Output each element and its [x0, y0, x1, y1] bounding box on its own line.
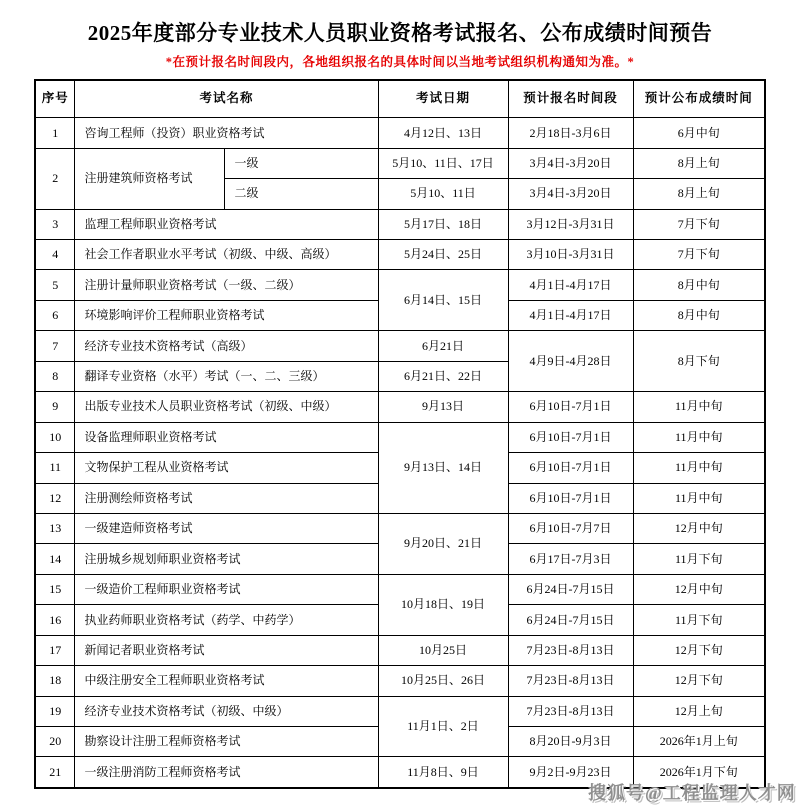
table-cell: 社会工作者职业水平考试（初级、中级、高级） — [75, 240, 378, 270]
table-cell: 8月中旬 — [633, 270, 765, 300]
table-cell: 7 — [35, 331, 75, 361]
table-cell: 勘察设计注册工程师资格考试 — [75, 727, 378, 757]
table-cell: 10月25日、26日 — [378, 666, 508, 696]
table-cell: 11 — [35, 453, 75, 483]
column-header: 序号 — [35, 80, 75, 118]
table-cell: 12月上旬 — [633, 696, 765, 726]
table-cell: 2月18日-3月6日 — [508, 118, 633, 148]
table-cell: 经济专业技术资格考试（初级、中级） — [75, 696, 378, 726]
table-cell: 8月上旬 — [633, 148, 765, 178]
table-cell: 11月中旬 — [633, 392, 765, 422]
table-cell: 13 — [35, 513, 75, 543]
table-cell: 7月下旬 — [633, 209, 765, 239]
table-row — [35, 331, 765, 361]
table-cell: 一级造价工程师职业资格考试 — [75, 574, 378, 604]
table-cell: 9月13日 — [378, 392, 508, 422]
table-cell: 6月10日-7月1日 — [508, 483, 633, 513]
table-cell: 12 — [35, 483, 75, 513]
table-cell: 15 — [35, 574, 75, 604]
table-cell: 6月14日、15日 — [378, 270, 508, 331]
table-cell: 4月9日-4月28日 — [508, 331, 633, 392]
column-header: 预计公布成绩时间 — [633, 80, 765, 118]
table-row — [35, 118, 765, 148]
table-cell: 5 — [35, 270, 75, 300]
table-row — [35, 209, 765, 239]
table-cell: 6月10日-7月1日 — [508, 422, 633, 452]
header-row — [35, 80, 765, 118]
table-cell: 4月1日-4月17日 — [508, 270, 633, 300]
table-cell: 18 — [35, 666, 75, 696]
table-cell: 5月10、11日 — [378, 179, 508, 209]
table-row — [35, 240, 765, 270]
table-cell: 11月中旬 — [633, 422, 765, 452]
table-cell: 6月21日、22日 — [378, 361, 508, 391]
table-cell: 新闻记者职业资格考试 — [75, 635, 378, 665]
column-header: 考试名称 — [75, 80, 378, 118]
table-cell: 10月18日、19日 — [378, 574, 508, 635]
table-cell: 16 — [35, 605, 75, 635]
table-cell: 3月4日-3月20日 — [508, 179, 633, 209]
table-cell: 环境影响评价工程师职业资格考试 — [75, 300, 378, 330]
table-cell: 10 — [35, 422, 75, 452]
disclaimer-note: *在预计报名时间段内，各地组织报名的具体时间以当地考试组织机构通知为准。* — [165, 55, 635, 70]
table-cell: 19 — [35, 696, 75, 726]
table-cell: 9 — [35, 392, 75, 422]
table-cell: 6月10日-7月7日 — [508, 513, 633, 543]
table-cell: 1 — [35, 118, 75, 148]
table-cell: 20 — [35, 727, 75, 757]
table-cell: 注册城乡规划师职业资格考试 — [75, 544, 378, 574]
table-cell: 4月1日-4月17日 — [508, 300, 633, 330]
table-cell: 监理工程师职业资格考试 — [75, 209, 378, 239]
table-cell: 经济专业技术资格考试（高级） — [75, 331, 378, 361]
table-row — [35, 574, 765, 604]
table-row — [35, 513, 765, 543]
table-cell: 17 — [35, 635, 75, 665]
table-cell: 4 — [35, 240, 75, 270]
table-cell: 5月10、11日、17日 — [378, 148, 508, 178]
column-header: 考试日期 — [378, 80, 508, 118]
table-body — [35, 118, 765, 789]
table-row — [35, 422, 765, 452]
table-cell: 6月17日-7月3日 — [508, 544, 633, 574]
column-header: 预计报名时间段 — [508, 80, 633, 118]
table-cell: 注册计量师职业资格考试（一级、二级） — [75, 270, 378, 300]
table-cell: 8月上旬 — [633, 179, 765, 209]
table-cell: 11月1日、2日 — [378, 696, 508, 757]
table-cell: 12月下旬 — [633, 635, 765, 665]
table-cell: 12月下旬 — [633, 666, 765, 696]
table-cell: 8 — [35, 361, 75, 391]
table-cell: 8月下旬 — [633, 331, 765, 392]
table-cell: 5月17日、18日 — [378, 209, 508, 239]
table-cell: 6月10日-7月1日 — [508, 392, 633, 422]
table-cell: 6月24日-7月15日 — [508, 574, 633, 604]
table-cell: 中级注册安全工程师职业资格考试 — [75, 666, 378, 696]
table-cell: 一级 — [225, 148, 378, 178]
table-cell: 11月下旬 — [633, 605, 765, 635]
page-title: 2025年度部分专业技术人员职业资格考试报名、公布成绩时间预告 — [87, 21, 713, 45]
table-cell: 6月21日 — [378, 331, 508, 361]
table-cell: 文物保护工程从业资格考试 — [75, 453, 378, 483]
table-cell: 11月下旬 — [633, 544, 765, 574]
table-cell: 一级注册消防工程师资格考试 — [75, 757, 378, 788]
table-cell: 12月中旬 — [633, 574, 765, 604]
exam-schedule-table — [34, 79, 766, 789]
table-cell: 翻译专业资格（水平）考试（一、二、三级） — [75, 361, 378, 391]
table-row — [35, 696, 765, 726]
table-cell: 11月中旬 — [633, 483, 765, 513]
table-cell: 7月23日-8月13日 — [508, 666, 633, 696]
table-cell: 6月10日-7月1日 — [508, 453, 633, 483]
table-cell: 注册建筑师资格考试 — [75, 148, 225, 209]
table-cell: 3月4日-3月20日 — [508, 148, 633, 178]
table-head — [35, 80, 765, 118]
table-cell: 21 — [35, 757, 75, 788]
table-cell: 出版专业技术人员职业资格考试（初级、中级） — [75, 392, 378, 422]
table-cell: 执业药师职业资格考试（药学、中药学） — [75, 605, 378, 635]
table-cell: 设备监理师职业资格考试 — [75, 422, 378, 452]
table-cell: 二级 — [225, 179, 378, 209]
table-cell: 10月25日 — [378, 635, 508, 665]
table-cell: 14 — [35, 544, 75, 574]
table-cell: 12月中旬 — [633, 513, 765, 543]
table-cell: 11月8日、9日 — [378, 757, 508, 788]
table-cell: 9月13日、14日 — [378, 422, 508, 513]
table-row — [35, 148, 765, 178]
table-row — [35, 666, 765, 696]
table-cell: 5月24日、25日 — [378, 240, 508, 270]
table-cell: 4月12日、13日 — [378, 118, 508, 148]
table-cell: 咨询工程师（投资）职业资格考试 — [75, 118, 378, 148]
table-cell: 7月23日-8月13日 — [508, 635, 633, 665]
table-cell: 7月下旬 — [633, 240, 765, 270]
table-cell: 6月中旬 — [633, 118, 765, 148]
table-row — [35, 270, 765, 300]
table-row — [35, 392, 765, 422]
watermark-text: 搜狐号@工程监理人才网 — [588, 783, 796, 803]
table-cell: 6 — [35, 300, 75, 330]
table-row — [35, 635, 765, 665]
table-cell: 一级建造师资格考试 — [75, 513, 378, 543]
table-cell: 9月20日、21日 — [378, 513, 508, 574]
table-cell: 注册测绘师资格考试 — [75, 483, 378, 513]
table-cell: 8月中旬 — [633, 300, 765, 330]
table-cell: 2 — [35, 148, 75, 209]
table-cell: 3 — [35, 209, 75, 239]
table-cell: 8月20日-9月3日 — [508, 727, 633, 757]
table-cell: 6月24日-7月15日 — [508, 605, 633, 635]
table-cell: 2026年1月上旬 — [633, 727, 765, 757]
table-cell: 7月23日-8月13日 — [508, 696, 633, 726]
table-cell: 9月2日-9月23日 — [508, 757, 633, 788]
table-cell: 11月中旬 — [633, 453, 765, 483]
table-cell: 3月12日-3月31日 — [508, 209, 633, 239]
table-cell: 2026年1月下旬 — [633, 757, 765, 788]
table-cell: 3月10日-3月31日 — [508, 240, 633, 270]
